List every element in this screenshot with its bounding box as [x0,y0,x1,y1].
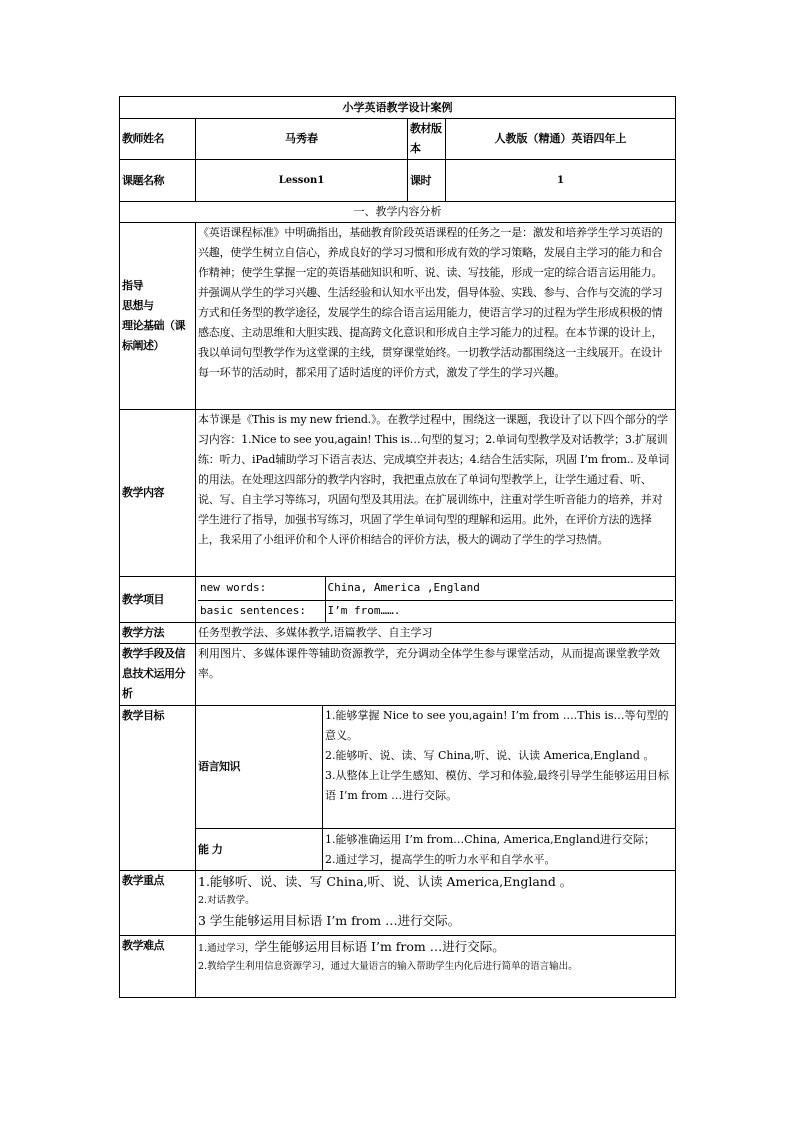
items-label: 教学项目 [120,577,196,623]
content-label: 教学内容 [120,410,196,577]
lang-knowledge-cell [323,706,676,829]
ability-label: 能 力 [196,829,323,871]
content-text: 本节课是《This is my new friend.》。在教学过程中，围绕这一课题，我设计了以下四个部分的学习内容：1.Nice to see you,again! This is…句型的复习；2.单词句型教学及对话教学；3.扩展训练：听力、iPad辅助学习下语言表达、完成填空并表达；4.结合生活实际，巩固 I’m from.. 及单词的用法。在处理这四部分的教学内容时，我把重点放在了单词句型教学上，让学生通过看、听、说、写、自主学习等练习，巩固句型及其用法。在扩展训练中，注重对学生听音能力的培养，并对学生进行了指导，加强书写练习，巩固了学生单词句型的理解和运用。此外，在评价方法的选择上，我采用了小组评价和个人评价相结合的评价方法，极大的调动了学生的学习热情。 [196,410,676,577]
guide-label-line: 标阐述） [122,339,164,352]
teacher-label: 教师姓名 [120,119,196,160]
method-text: 任务型教学法、多媒体教学,语篇教学、自主学习 [196,623,676,644]
difficult-item [198,936,673,958]
edition-value: 人教版（精通）英语四年上 [446,119,676,160]
method-label: 教学方法 [120,623,196,644]
lang-item: 2.能够听、说、读、写 China,听、说、认读 America,England 。 [325,749,655,762]
guide-label-line: 指导 [122,279,143,292]
key-item: 3 学生能够运用目标语 I’m from …进行交际。 [198,913,461,928]
goals-label: 教学目标 [120,706,196,871]
lang-item: 3.从整体上让学生感知、模仿、学习和体验,最终引导学生能够运用目标语 I’m from …进行交际。 [325,769,669,802]
key-label: 教学重点 [120,871,196,936]
difficult-cell [196,936,676,998]
difficult-item-prefix: 1.通过学习， [198,943,255,954]
edition-label: 教材版本 [408,119,446,160]
guide-label-line: 思想与 [122,299,154,312]
lesson-plan-table [119,96,676,998]
lesson-value: Lesson1 [196,160,408,202]
difficult-item-main: 学生能够运用目标语 I’m from …进行交际。 [254,939,505,954]
difficult-item: 2.教给学生利用信息资源学习，通过大量语言的输入帮助学生内化后进行简单的语言输出。 [198,961,578,972]
difficult-label: 教学难点 [120,936,196,998]
document-title: 小学英语教学设计案例 [120,97,676,119]
period-value: 1 [446,160,676,202]
new-words-value: China, America ,England [325,577,673,600]
lesson-label: 课题名称 [120,160,196,202]
teacher-name: 马秀春 [196,119,408,160]
key-cell [196,871,676,936]
lang-knowledge-label: 语言知识 [196,706,323,829]
lang-item: 1.能够掌握 Nice to see you,again! I’m from ….This is…等句型的意义。 [325,709,669,742]
guide-text: 《英语课程标准》中明确指出，基础教育阶段英语课程的任务之一是：激发和培养学生学习英语的兴趣，使学生树立自信心，养成良好的学习习惯和形成有效的学习策略，发展自主学习的能力和合作精神；使学生掌握一定的英语基础知识和听、说、读、写技能，形成一定的综合语言运用能力。并强调从学生的学习兴趣、生活经验和认知水平出发，倡导体验、实践、参与、合作与交流的学习方式和任务型的教学途径，发展学生的综合语言运用能力，使语言学习的过程为学生形成积极的情感态度、主动思维和大胆实践、提高跨文化意识和形成自主学习能力的过程。在本节课的设计上，我以单词句型教学作为这堂课的主线，贯穿课堂始终。一切教学活动都围绕这一主线展开。在设计每一环节的活动时，都采用了适时适度的评价方式，激发了学生的学习兴趣。 [196,223,676,410]
guide-label [120,223,196,410]
key-item: 2.对话教学。 [198,895,255,906]
period-label: 课时 [408,160,446,202]
basic-sentences-value: I’m from……. [325,600,673,622]
ability-item: 2.通过学习，提高学生的听力水平和自学水平。 [325,852,556,866]
items-cell [196,577,676,623]
guide-label-line: 理论基础（课 [122,319,185,332]
key-item: 1.能够听、说、读、写 China,听、说、认读 America,England 。 [198,874,573,889]
basic-sentences-label: basic sentences: [200,604,306,618]
new-words-label: new words: [198,577,325,600]
section-heading-content-analysis: 一、教学内容分析 [120,202,676,223]
tech-text: 利用图片、多媒体课件等辅助资源教学，充分调动全体学生参与课堂活动，从而提高课堂教学效率。 [196,644,676,706]
ability-item: 1.能够准确运用 I’m from…China, America,England进行交际； [325,832,656,846]
tech-label: 教学手段及信息技术运用分析 [120,644,196,706]
ability-cell [323,829,676,871]
items-subtable [198,577,673,622]
